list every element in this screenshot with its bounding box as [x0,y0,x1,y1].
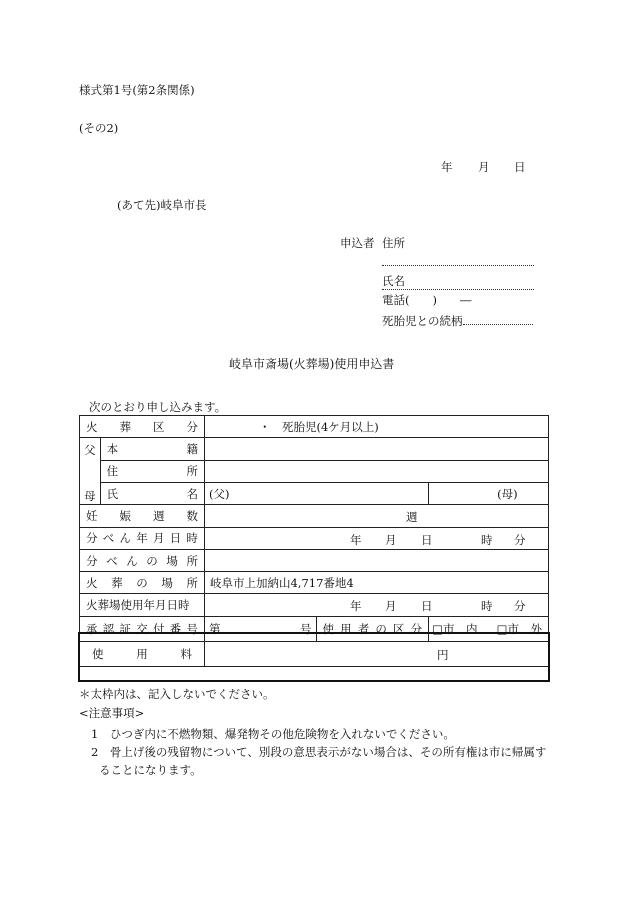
ninshin-value[interactable]: 週 [204,505,548,527]
honseki-value[interactable] [204,438,548,460]
shimei-mother[interactable]: (母) [429,482,549,504]
bunben-place-label: 分 べ ん の 場 所 [86,553,198,568]
intro-text: 次のとおり申し込みます。 [89,400,227,414]
bunben-date-label: 分 べ ん 年 月 日 時 [86,531,198,546]
row-kaso-place [80,572,549,594]
applicant-name-label: 氏名 [382,274,405,288]
ryokin-value[interactable]: 円 [204,641,548,666]
kaso-date-label: 火葬場使用年月日時 [86,598,190,613]
parents-column [80,438,101,505]
option-shinai[interactable]: □市 内 [432,621,478,636]
form-number: 様式第1号(第2条関係) [79,83,195,97]
date-day: 日 [514,160,526,174]
applicant-relation-row [382,311,533,329]
row-bunben-date [80,527,549,549]
row-ryokin [80,641,549,666]
ryokin-label: 使 用 料 [92,646,192,661]
applicant-name-row [382,273,534,290]
kaso-kubun-value: ・ 死胎児(4ケ月以上) [204,416,548,438]
note-item-1: 1 ひつぎ内に不燃物類、爆発物その他危険物を入れないでください。 [91,727,455,741]
ninshin-label: 妊 娠 週 数 [86,508,198,523]
applicant-address-line [382,252,534,266]
footnote: ＊太枠内は、記入しないでください。 [79,687,275,701]
kaso-kubun-label: 火 葬 区 分 [86,419,198,434]
applicant-address-label: 住所 [382,236,405,250]
applicant-phone: 電話( ) ― [382,293,472,307]
date-month: 月 [478,160,490,174]
note-item-2: 2 骨上げ後の残留物について、別段の意思表示がない場合は、その所有権は市に帰属す [91,745,547,759]
parent-father-char: 父 [84,443,96,458]
row-honseki [80,438,549,460]
addressee: (あて先)岐阜市長 [117,198,207,212]
user-kubun-label: 使 用 者 の 区 分 [322,621,423,636]
user-kubun-options [429,616,549,641]
kaso-date-value[interactable]: 年 月 日 時 分 [204,594,548,616]
row-kaso-date [80,594,549,616]
shonin-label: 承 認 証 交 付 番 号 [86,621,198,636]
parent-mother-char: 母 [84,489,96,504]
bunben-place-value[interactable] [204,549,548,571]
page-title: 岐阜市斎場(火葬場)使用申込書 [229,357,395,371]
bunben-date-value[interactable]: 年 月 日 時 分 [204,527,548,549]
kaso-place-label: 火 葬 の 場 所 [86,575,198,590]
option-shigai[interactable]: □市 外 [496,621,542,636]
row-jusho [80,460,549,482]
notes-heading: <注意事項> [79,706,145,720]
row-shonin [80,616,549,641]
jusho-value[interactable] [204,460,548,482]
shimei-father[interactable]: (父) [204,482,428,504]
shimei-label: 氏 名 [106,486,198,501]
form-sub: (その2) [79,121,119,135]
applicant-label: 申込者 [340,236,375,250]
date-year: 年 [441,160,453,174]
row-ninshin [80,505,549,527]
row-shimei [80,482,549,504]
applicant-relation-label: 死胎児との続柄 [382,314,463,328]
applicant-relation-line [463,311,533,325]
row-kaso-kubun [80,416,549,438]
application-table [79,415,549,667]
kaso-place-value: 岐阜市上加納山4,717番地4 [204,572,548,594]
honseki-label: 本 籍 [106,441,198,456]
note-item-2-cont: ることになります。 [99,763,202,777]
shonin-number[interactable]: 第 号 [204,616,316,641]
jusho-label: 住 所 [106,464,198,479]
row-bunben-place [80,549,549,571]
